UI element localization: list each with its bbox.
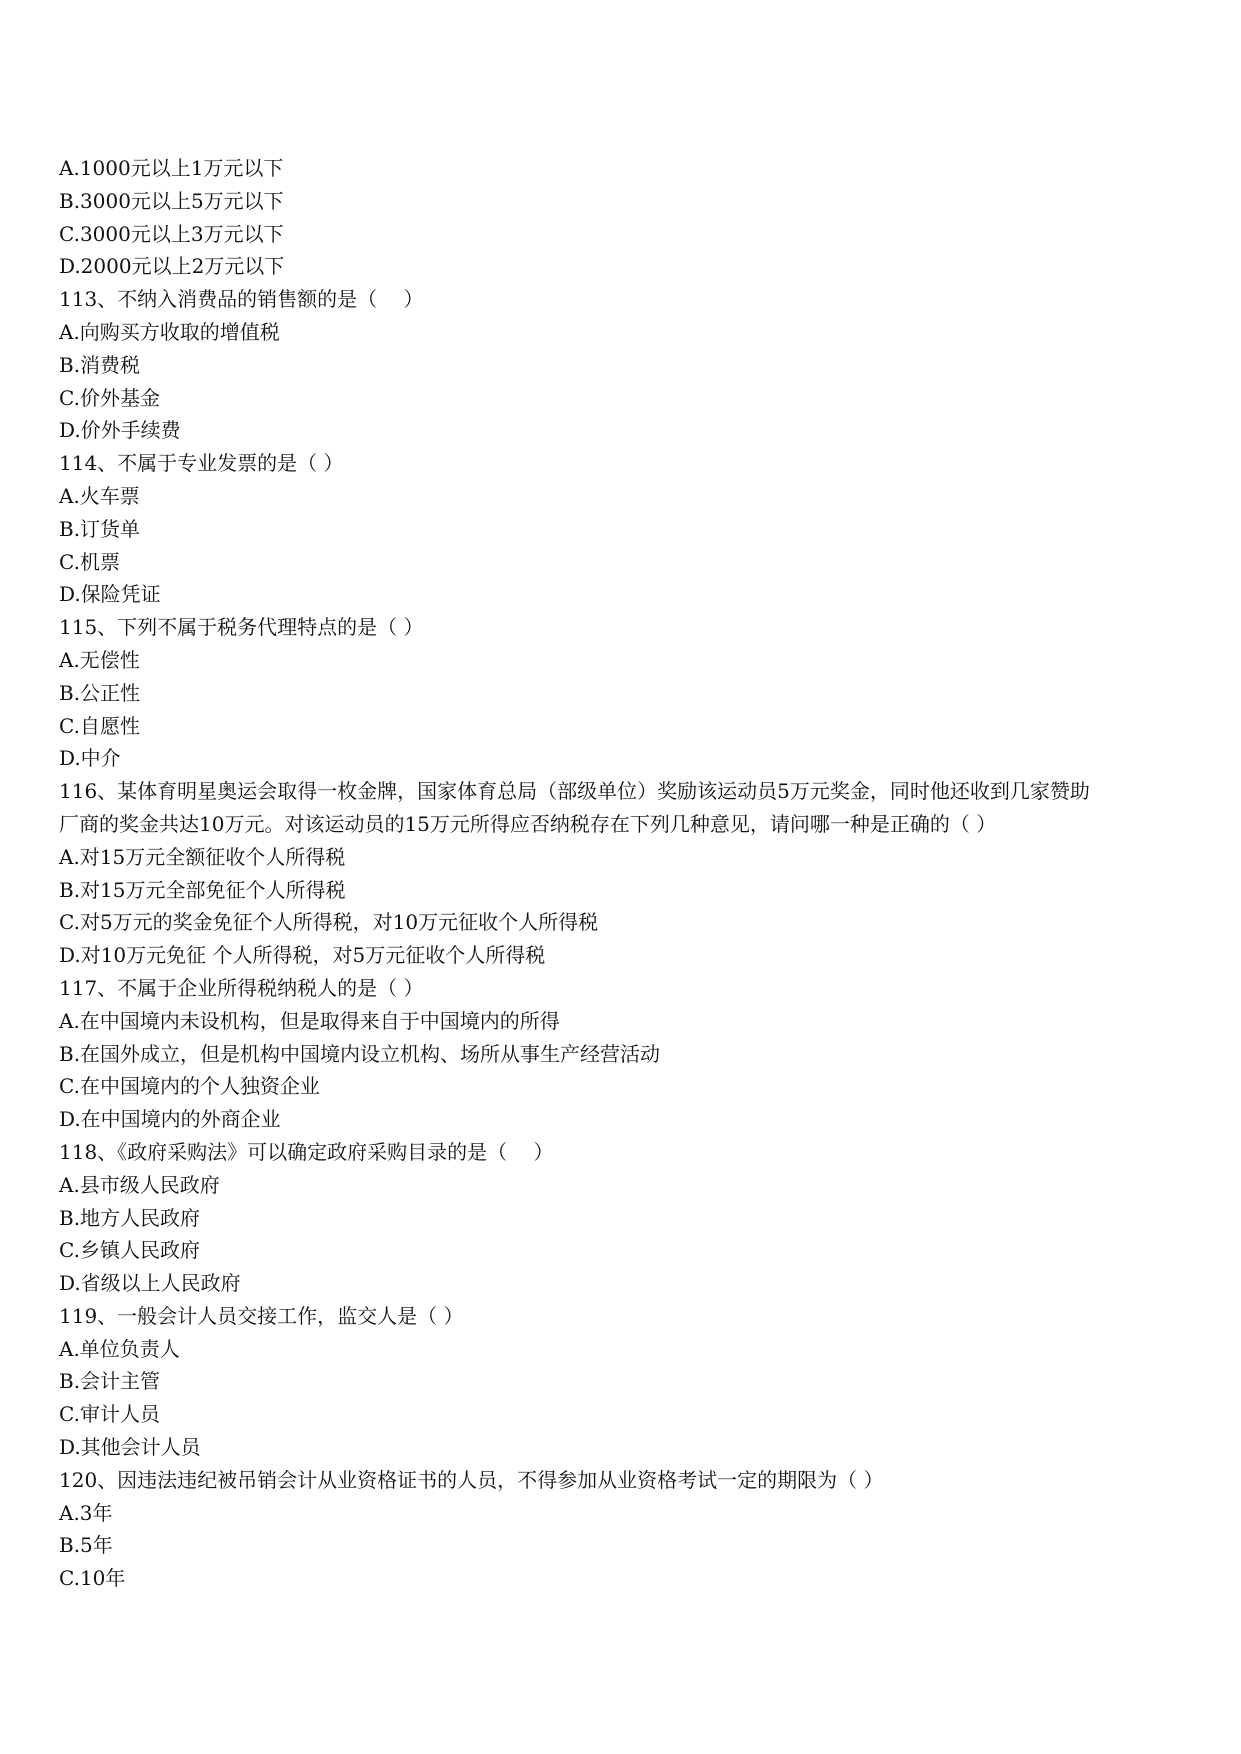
option-a-118: A.县市级人民政府 <box>59 1172 220 1197</box>
option-c-116: C.对5万元的奖金免征个人所得税，对10万元征收个人所得税 <box>59 910 599 935</box>
question-118: 118、《政府采购法》可以确定政府采购目录的是（ ） <box>59 1139 554 1164</box>
option-a-113: A.向购买方收取的增值税 <box>59 319 280 344</box>
option-c-119: C.审计人员 <box>59 1402 160 1427</box>
option-b-116: B.对15万元全部免征个人所得税 <box>59 877 346 902</box>
option-b-119: B.会计主管 <box>59 1369 161 1394</box>
question-114: 114、不属于专业发票的是（ ） <box>59 451 344 476</box>
option-c-120: C.10年 <box>59 1566 126 1591</box>
option-b-115: B.公正性 <box>59 680 141 705</box>
option-d-114: D.保险凭证 <box>59 582 161 607</box>
option-b-120: B.5年 <box>59 1533 113 1558</box>
option-d-113: D.价外手续费 <box>59 418 181 443</box>
document-page <box>59 152 1189 1595</box>
option-c-113: C.价外基金 <box>59 385 160 410</box>
option-a-120: A.3年 <box>59 1500 113 1525</box>
option-c-114: C.机票 <box>59 549 120 574</box>
question-113: 113、不纳入消费品的销售额的是（ ） <box>59 287 424 312</box>
option-c-117: C.在中国境内的个人独资企业 <box>59 1074 320 1099</box>
option-c-112: C.3000元以上3万元以下 <box>59 221 284 246</box>
option-a-112: A.1000元以上1万元以下 <box>59 156 284 180</box>
option-a-115: A.无偿性 <box>59 647 140 672</box>
option-c-115: C.自愿性 <box>59 713 140 738</box>
question-116-line-1: 116、某体育明星奥运会取得一枚金牌，国家体育总局（部级单位）奖励该运动员5万元奖金，同时他还收到几家赞助 <box>59 779 1090 804</box>
option-d-112: D.2000元以上2万元以下 <box>59 254 285 279</box>
option-b-113: B.消费税 <box>59 352 141 377</box>
question-120: 120、因违法违纪被吊销会计从业资格证书的人员，不得参加从业资格考试一定的期限为（ ） <box>59 1467 884 1492</box>
option-b-117: B.在国外成立，但是机构中国境内设立机构、场所从事生产经营活动 <box>59 1041 661 1066</box>
option-d-119: D.其他会计人员 <box>59 1435 201 1460</box>
question-117: 117、不属于企业所得税纳税人的是（ ） <box>59 975 424 1000</box>
option-b-114: B.订货单 <box>59 516 141 541</box>
option-a-114: A.火车票 <box>59 483 140 508</box>
option-a-119: A.单位负责人 <box>59 1336 180 1361</box>
option-b-112: B.3000元以上5万元以下 <box>59 188 284 213</box>
option-a-117: A.在中国境内未设机构，但是取得来自于中国境内的所得 <box>59 1008 560 1033</box>
question-119: 119、一般会计人员交接工作，监交人是（ ） <box>59 1303 464 1328</box>
option-c-118: C.乡镇人民政府 <box>59 1238 200 1263</box>
question-115: 115、下列不属于税务代理特点的是（ ） <box>59 615 424 640</box>
option-b-118: B.地方人民政府 <box>59 1205 201 1230</box>
question-116-line-2: 厂商的奖金共达10万元。对该运动员的15万元所得应否纳税存在下列几种意见，请问哪一种是正确的（ ） <box>59 811 997 836</box>
option-d-115: D.中介 <box>59 746 121 771</box>
option-d-116: D.对10万元免征 个人所得税，对5万元征收个人所得税 <box>59 943 546 968</box>
option-a-116: A.对15万元全额征收个人所得税 <box>59 844 346 869</box>
option-d-118: D.省级以上人民政府 <box>59 1271 241 1296</box>
option-d-117: D.在中国境内的外商企业 <box>59 1107 281 1132</box>
